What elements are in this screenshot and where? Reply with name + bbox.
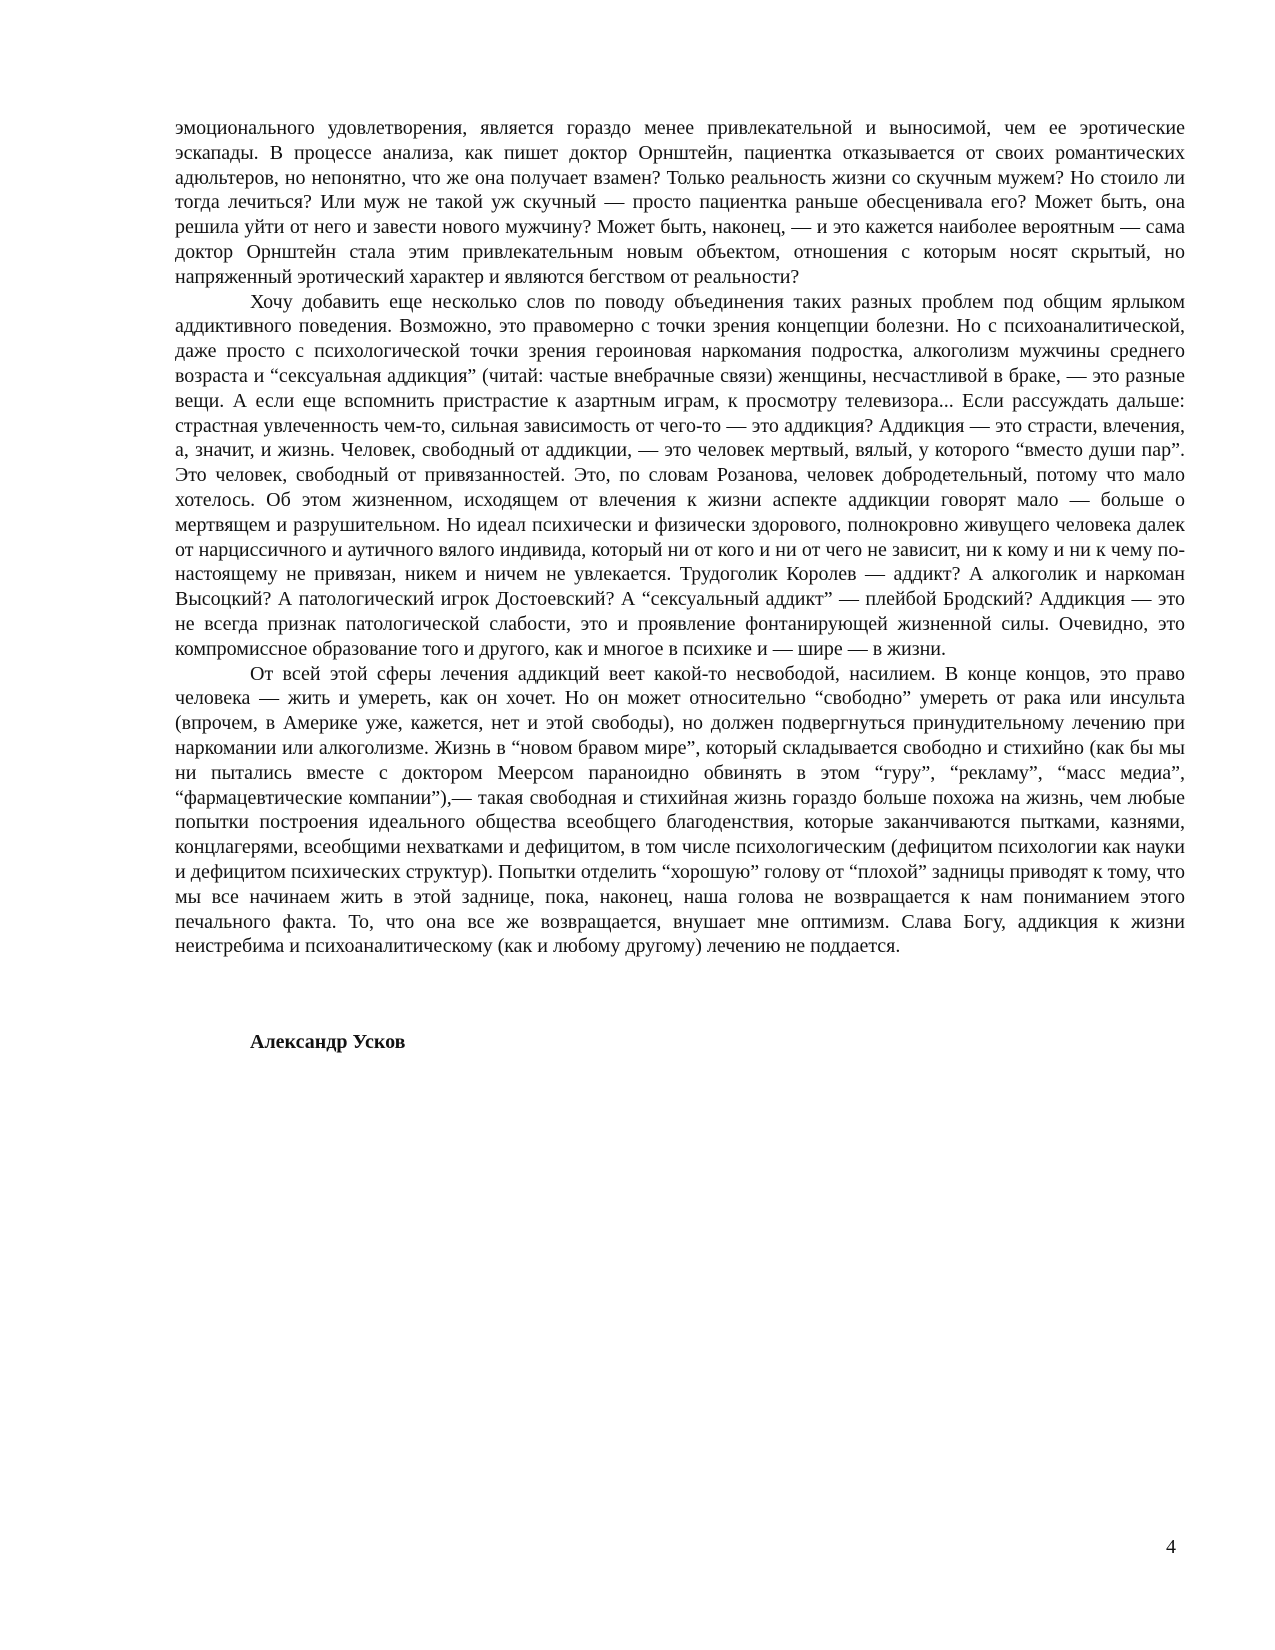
page-number: 4 bbox=[1166, 1536, 1176, 1558]
paragraph-3: От всей этой сферы лечения аддикций веет какой-то несвободой, насилием. В конце концов, это право человека — жить и умереть, как он хочет. Но он может относительно “свободно” умереть от рака или инсульта (впрочем, в Америке уже, кажется, нет и этой свободы), но должен подвергнуться принудительному лечению при наркомании или алкоголизме. Жизнь в “новом бравом мире”, который складывается свободно и стихийно (как бы мы ни пытались вместе с доктором Меерсом параноидно обвинять в этом “гуру”, “рекламу”, “масс медиа”, “фармацевтические компании”),— такая свободная и стихийная жизнь гораздо больше похожа на жизнь, чем любые попытки построения идеального общества всеобщего благоденствия, которые заканчиваются пытками, казнями, концлагерями, всеобщими нехватками и дефицитом, в том числе психологическим (дефицитом психологии как науки и дефицитом психических структур). Попытки отделить “хорошую” голову от “плохой” задницы приводят к тому, что мы все начинаем жить в этой заднице, пока, наконец, наша голова не возвращается к нам пониманием этого печального факта. То, что она все же возвращается, внушает мне оптимизм. Слава Богу, аддикция к жизни неистребима и психоаналитическому (как и любому другому) лечению не поддается. bbox=[175, 662, 1185, 958]
body-text bbox=[175, 116, 1185, 959]
paragraph-2: Хочу добавить еще несколько слов по поводу объединения таких разных проблем под общим ярлыком аддиктивного поведения. Возможно, это правомерно с точки зрения концепции болезни. Но с психоаналитической, даже просто с психологической точки зрения героиновая наркомания подростка, алкоголизм мужчины среднего возраста и “сексуальная аддикция” (читай: частые внебрачные связи) женщины, несчастливой в браке, — это разные вещи. А если еще вспомнить пристрастие к азартным играм, к просмотру телевизора... Если рассуждать дальше: страстная увлеченность чем-то, сильная зависимость от чего-то — это аддикция? Аддикция — это страсти, влечения, а, значит, и жизнь. Человек, свободный от аддикции, — это человек мертвый, вялый, у которого “вместо души пар”. Это человек, свободный от привязанностей. Это, по словам Розанова, человек добродетельный, потому что мало хотелось. Об этом жизненном, исходящем от влечения к жизни аспекте аддикции говорят мало — больше о мертвящем и разрушительном. Но идеал психически и физически здорового, полнокровно живущего человека далек от нарциссичного и аутичного вялого индивида, который ни от кого и ни от чего не зависит, ни к кому и ни к чему по-настоящему не привязан, никем и ничем не увлекается. Трудоголик Королев — аддикт? А алкоголик и наркоман Высоцкий? А патологический игрок Достоевский? А “сексуальный аддикт” — плейбой Бродский? Аддикция — это не всегда признак патологической слабости, это и проявление фонтанирующей жизненной силы. Очевидно, это компромиссное образование того и другого, как и многое в психике и — шире — в жизни. bbox=[175, 290, 1185, 660]
author-signature: Александр Усков bbox=[250, 1031, 406, 1053]
paragraph-1: эмоционального удовлетворения, является гораздо менее привлекательной и выносимой, чем ее эротические эскапады. В процессе анализа, как пишет доктор Орнштейн, пациентка отказывается от своих романтических адюльтеров, но непонятно, что же она получает взамен? Только реальность жизни со скучным мужем? Но стоило ли тогда лечиться? Или муж не такой уж скучный — просто пациентка раньше обесценивала его? Может быть, она решила уйти от него и завести нового мужчину? Может быть, наконец, — и это кажется наиболее вероятным — сама доктор Орнштейн стала этим привлекательным новым объектом, отношения с которым носят скрытый, но напряженный эротический характер и являются бегством от реальности? bbox=[175, 117, 1185, 288]
